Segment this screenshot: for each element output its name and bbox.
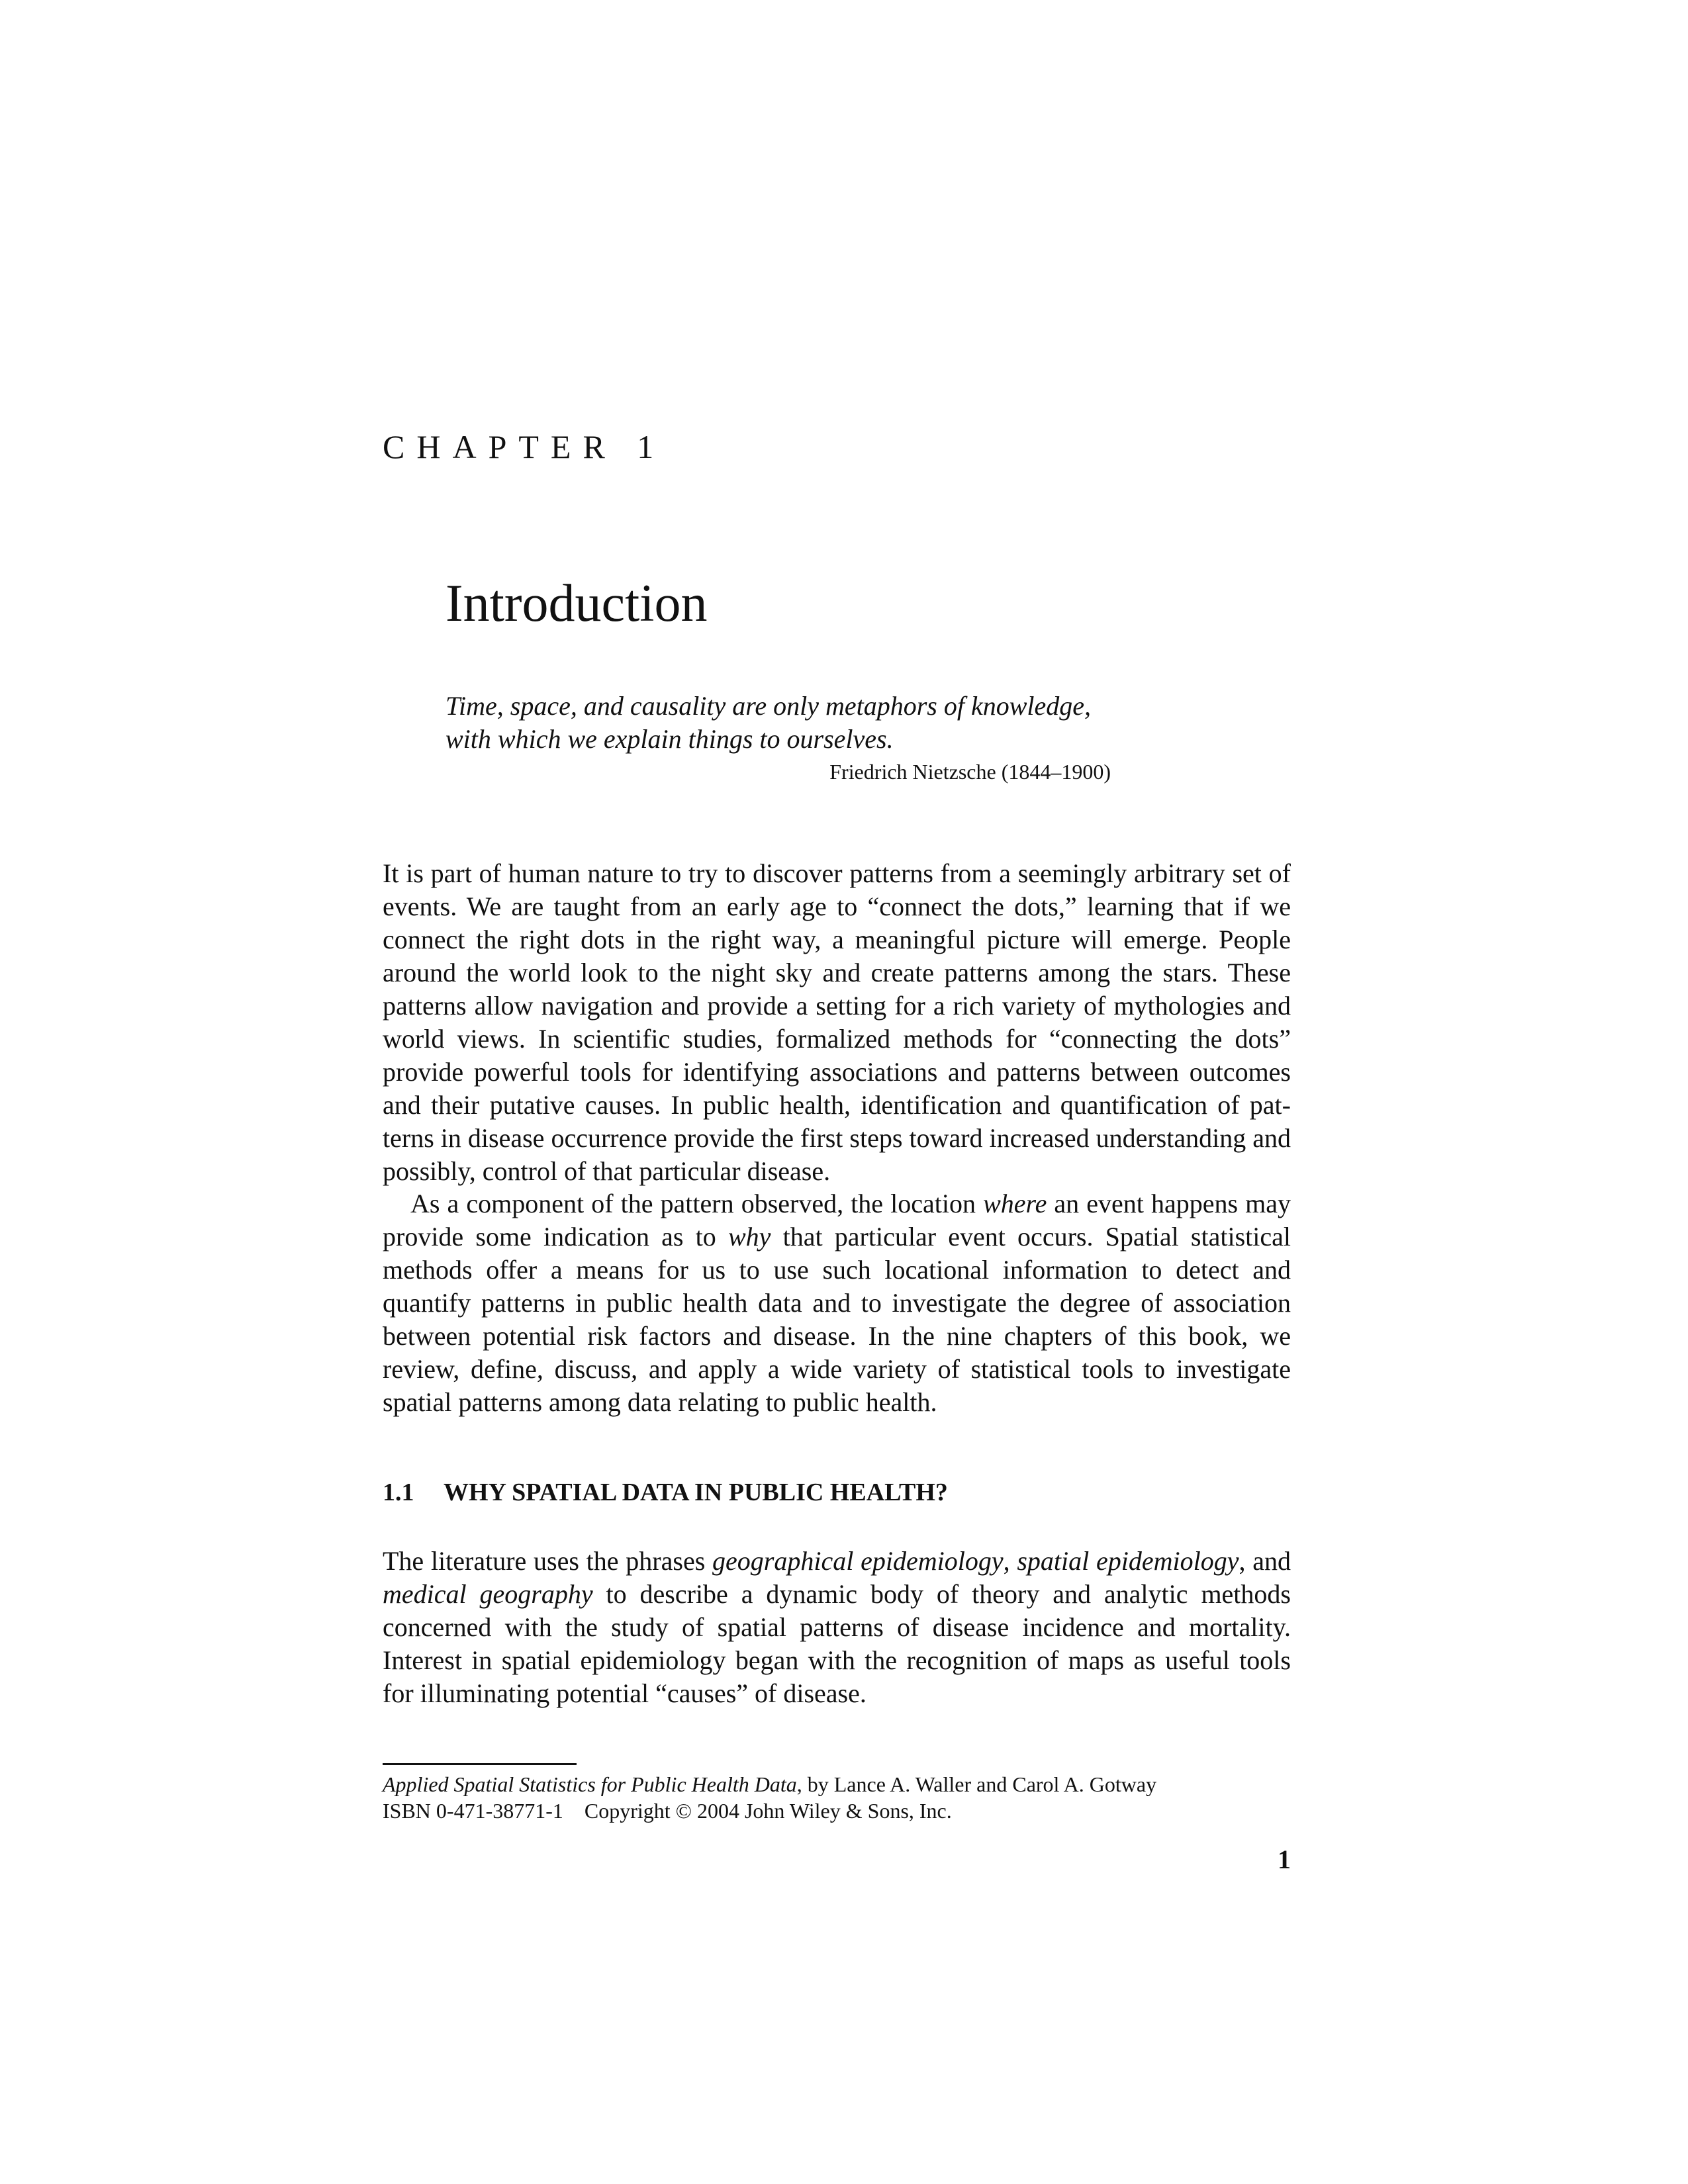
paragraph-2-emphasis-where: where <box>983 1189 1047 1218</box>
body-paragraph-1: It is part of human nature to try to discover patterns from a seemingly arbitrary set of events. We are taught from an early age to “connect the dots,” learning that if we connect the right dots in the right way, a meaningful picture will emerge. People around the world look to the night sky and create patterns among the stars. These patterns allow navigation and provide a setting for a rich variety of mythologies and world views. In scientific studies, formalized methods for “connecting the dots” provide powerful tools for identifying associations and patterns between outcomes and their putative causes. In public health, identification and quantification of patterns in disease occurrence provide the first steps toward increased understanding and possibly, control of that particular disease. <box>383 858 1291 1186</box>
footnote-copyright: Copyright © 2004 John Wiley & Sons, Inc. <box>584 1799 952 1823</box>
page-number: 1 <box>1278 1844 1291 1874</box>
chapter-label: CHAPTER 1 <box>383 428 666 465</box>
footnote-divider <box>383 1763 577 1765</box>
paragraph-3-text-b: , <box>1003 1546 1017 1576</box>
epigraph-line-1: Time, space, and causality are only metaphors of knowledge, <box>445 691 1092 721</box>
paragraph-3-emphasis-medical-geography: medical geography <box>383 1579 593 1609</box>
section-number: 1.1 <box>383 1479 414 1506</box>
paragraph-3-text-a: The literature uses the phrases <box>383 1546 713 1576</box>
paragraph-3-text-d: to describe a dynamic body of theory and analytic methods concerned with the study of spatial patterns of disease incidence and mortality. Interest in spatial epidemiology began with the recognition of maps as useful tools for illuminating potential “causes” of disease. <box>383 1579 1291 1708</box>
paragraph-2-emphasis-why: why <box>728 1222 771 1251</box>
epigraph <box>445 690 1121 788</box>
body-paragraph-2 <box>383 1187 1291 1419</box>
footnote-line-1 <box>383 1771 1291 1797</box>
epigraph-attribution: Friedrich Nietzsche (1844–1900) <box>829 760 1111 784</box>
paragraph-2-text-a: As a component of the pattern observed, the location <box>410 1189 984 1218</box>
footnote <box>383 1771 1291 1824</box>
section-title: WHY SPATIAL DATA IN PUBLIC HEALTH? <box>444 1479 948 1506</box>
section-heading <box>383 1476 948 1509</box>
paragraph-2-text-c: that particular event occurs. Spatial statistical methods offer a means for us to use such locational information to detect and quantify patterns in public health data and to investigate the degree of association between potential risk factors and disease. In the nine chapters of this book, we review, define, discuss, and apply a wide variety of statistical tools to investigate spatial patterns among data relating to public health. <box>383 1222 1291 1417</box>
chapter-title: Introduction <box>445 574 708 633</box>
epigraph-line-2: with which we explain things to ourselves. <box>445 724 894 754</box>
paragraph-3-text-c: , and <box>1239 1546 1291 1576</box>
footnote-line-2 <box>383 1797 1291 1824</box>
footnote-authors: , by Lance A. Waller and Carol A. Gotway <box>796 1772 1157 1796</box>
paragraph-2-text-b: an event happens may provide some indication as to <box>383 1189 1291 1251</box>
body-paragraph-3 <box>383 1545 1291 1710</box>
footnote-isbn: ISBN 0-471-38771-1 <box>383 1799 563 1823</box>
paragraph-3-emphasis-spatial-epidemiology: spatial epidemiology <box>1017 1546 1239 1576</box>
paragraph-3-emphasis-geographical-epidemiology: geographical epidemiology <box>712 1546 1004 1576</box>
footnote-book-title: Applied Spatial Statistics for Public Health Data <box>383 1772 797 1796</box>
